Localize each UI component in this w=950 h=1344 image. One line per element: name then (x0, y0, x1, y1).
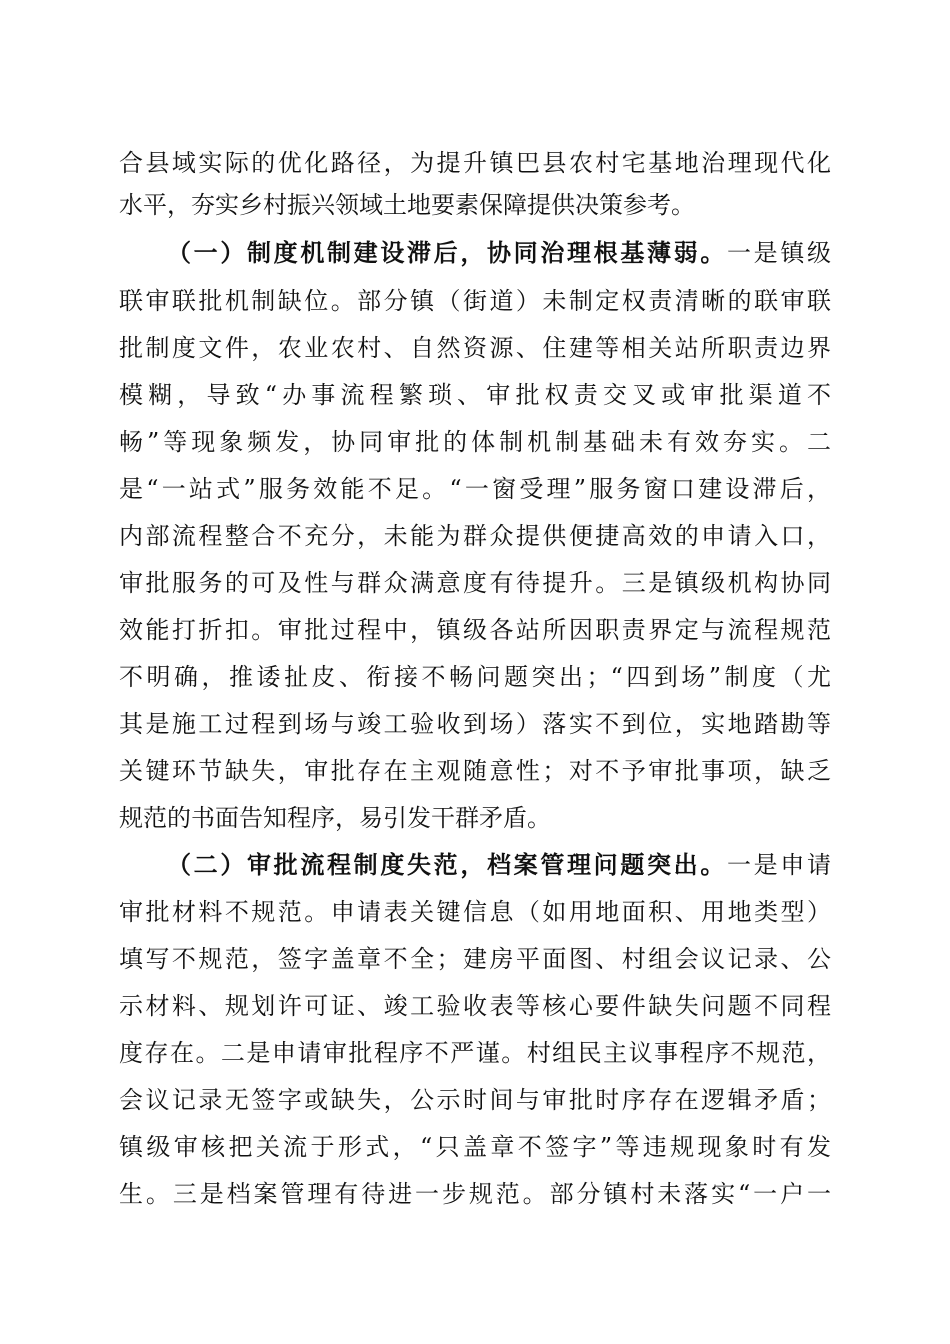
paragraph-line: 示材料、规划许可证、竣工验收表等核心要件缺失问题不同程 (119, 992, 831, 1020)
paragraph-line: 畅”等现象频发，协同审批的体制机制基础未有效夯实。二 (119, 428, 831, 456)
paragraph-line: 度存在。二是申请审批程序不严谨。村组民主议事程序不规范， (119, 1039, 831, 1067)
paragraph-text: 一是申请 (727, 851, 831, 879)
paragraph-line: 生。三是档案管理有待进一步规范。部分镇村未落实“一户一 (119, 1180, 831, 1208)
paragraph-line: 其是施工过程到场与竣工验收到场）落实不到位，实地踏勘等 (119, 710, 831, 738)
paragraph-text: 一是镇级 (727, 239, 831, 267)
section-heading: （一）制度机制建设滞后，协同治理根基薄弱。 (167, 238, 727, 267)
paragraph-line: 规范的书面告知程序，易引发干群矛盾。 (119, 804, 551, 832)
paragraph-line: 批制度文件，农业农村、自然资源、住建等相关站所职责边界 (119, 334, 831, 362)
paragraph-line: 审批材料不规范。申请表关键信息（如用地面积、用地类型） (119, 898, 831, 926)
section-heading: （二）审批流程制度失范，档案管理问题突出。 (167, 850, 727, 879)
paragraph-line: 水平，夯实乡村振兴领域土地要素保障提供决策参考。 (119, 191, 695, 219)
paragraph-line: 镇级审核把关流于形式，“只盖章不签字”等违规现象时有发 (119, 1133, 831, 1161)
paragraph-line: 联审联批机制缺位。部分镇（街道）未制定权责清晰的联审联 (119, 287, 831, 315)
paragraph-line: 不明确，推诿扯皮、衔接不畅问题突出；“四到场”制度（尤 (119, 663, 831, 691)
section-heading-line (167, 234, 831, 272)
paragraph-line: 填写不规范，签字盖章不全；建房平面图、村组会议记录、公 (119, 945, 831, 973)
section-heading-line (167, 846, 831, 884)
paragraph-line: 会议记录无签字或缺失，公示时间与审批时序存在逻辑矛盾； (119, 1086, 831, 1114)
paragraph-line: 模糊，导致“办事流程繁琐、审批权责交叉或审批渠道不 (119, 381, 831, 409)
paragraph-line: 审批服务的可及性与群众满意度有待提升。三是镇级机构协同 (119, 569, 831, 597)
paragraph-line: 是“一站式”服务效能不足。“一窗受理”服务窗口建设滞后， (119, 475, 831, 503)
paragraph-line: 合县域实际的优化路径，为提升镇巴县农村宅基地治理现代化 (119, 149, 831, 177)
paragraph-line: 效能打折扣。审批过程中，镇级各站所因职责界定与流程规范 (119, 616, 831, 644)
paragraph-line: 关键环节缺失，审批存在主观随意性；对不予审批事项，缺乏 (119, 757, 831, 785)
paragraph-line: 内部流程整合不充分，未能为群众提供便捷高效的申请入口， (119, 522, 831, 550)
